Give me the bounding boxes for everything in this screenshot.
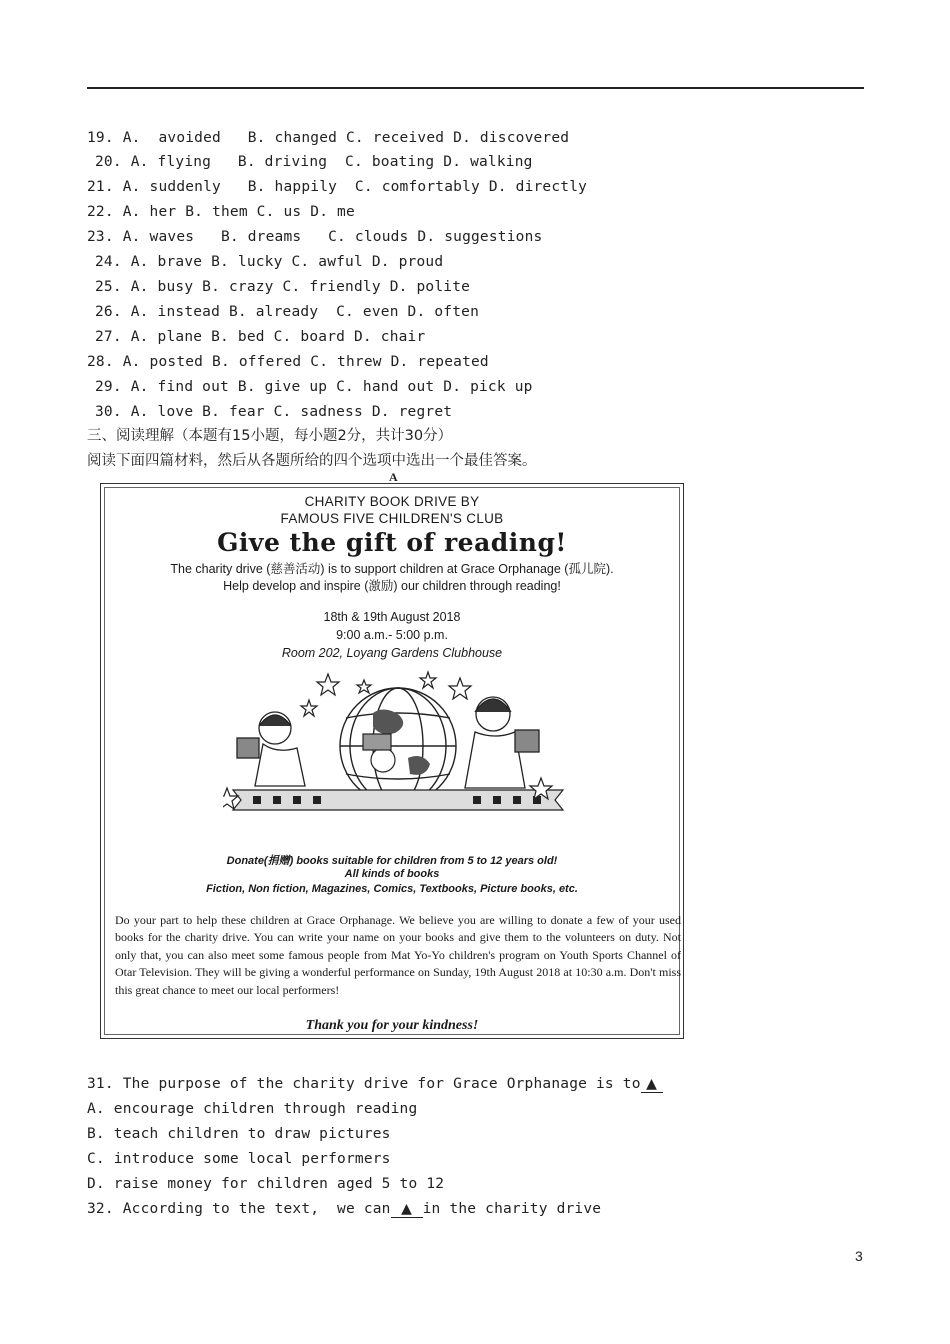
question-31: 31. The purpose of the charity drive for Grace Orphanage is to ▲: [87, 1074, 663, 1094]
poster-time: 9:00 a.m.- 5:00 p.m.: [336, 628, 448, 642]
cloze-21: 21. A. suddenly B. happily C. comfortably D. directly: [87, 179, 588, 195]
page-number: 3: [855, 1248, 863, 1264]
poster-head-line2: FAMOUS FIVE CHILDREN'S CLUB: [280, 511, 504, 526]
child-left-icon: [237, 712, 305, 786]
answer-blank: ▲: [641, 1076, 663, 1093]
star-icon: [420, 672, 436, 688]
charity-poster: [100, 483, 684, 1039]
poster-donate-line3: Fiction, Non fiction, Magazines, Comics, Textbooks, Picture books, etc.: [206, 883, 578, 895]
poster-donate-line2: All kinds of books: [344, 868, 440, 880]
question-32: 32. According to the text, we can ▲ in the charity drive: [87, 1201, 602, 1217]
top-rule: [87, 87, 864, 89]
cloze-22: 22. A. her B. them C. us D. me: [87, 204, 355, 220]
poster-date: 18th & 19th August 2018: [323, 610, 461, 624]
option-31-d: D. raise money for children aged 5 to 12: [87, 1176, 445, 1192]
poster-paragraph: Do your part to help these children at Grace Orphanage. We believe you are willing to donate a few of your used books for the charity drive. You can write your name on your books and give them to the volunteers on duty. Not only that, you can also meet some famous people from Mat Yo-Yo children's program on Youth Sports Channel of Otar Television. They will be giving a wonderful performance on Sunday, 19th August 2018 at 10:30 a.m. Don't miss this great chance to meet our local performers!: [115, 913, 681, 997]
section-heading: 三、阅读理解（本题有15小题，每小题2分，共计30分）: [87, 428, 453, 444]
poster-title: Give the gift of reading!: [217, 528, 567, 557]
poster-donate-line1: Donate(捐赠) books suitable for children from 5 to 12 years old!: [226, 855, 558, 867]
cloze-23: 23. A. waves B. dreams C. clouds D. suggestions: [87, 229, 543, 245]
poster-head-line1: CHARITY BOOK DRIVE BY: [304, 494, 480, 509]
poster-sub-line1: The charity drive (慈善活动) is to support children at Grace Orphanage (孤儿院).: [170, 562, 614, 576]
option-31-c: C. introduce some local performers: [87, 1151, 391, 1167]
cloze-27: 27. A. plane B. bed C. board D. chair: [95, 329, 426, 345]
cloze-26: 26. A. instead B. already C. even D. often: [95, 304, 479, 320]
child-middle-icon: [363, 734, 395, 772]
option-31-b: B. teach children to draw pictures: [87, 1126, 391, 1142]
cloze-28: 28. A. posted B. offered C. threw D. repeated: [87, 354, 489, 370]
passage-letter: A: [389, 470, 398, 484]
answer-blank: ▲: [391, 1201, 423, 1218]
star-icon: [357, 680, 371, 693]
poster-place: Room 202, Loyang Gardens Clubhouse: [281, 646, 503, 660]
globe-reading-children-illustration: [223, 668, 573, 813]
cloze-29: 29. A. find out B. give up C. hand out D. pick up: [95, 379, 533, 395]
cloze-25: 25. A. busy B. crazy C. friendly D. polite: [95, 279, 471, 295]
star-icon: [317, 674, 339, 695]
section-instruction: 阅读下面四篇材料，然后从各题所给的四个选项中选出一个最佳答案。: [87, 453, 537, 469]
star-icon: [301, 700, 317, 716]
cloze-24: 24. A. brave B. lucky C. awful D. proud: [95, 254, 444, 270]
option-31-a: A. encourage children through reading: [87, 1101, 418, 1117]
poster-thanks: Thank you for your kindness!: [305, 1018, 479, 1033]
cloze-20: 20. A. flying B. driving C. boating D. walking: [95, 154, 533, 170]
star-icon: [449, 678, 471, 699]
child-right-icon: [465, 697, 539, 788]
poster-sub-line2: Help develop and inspire (激励) our children through reading!: [223, 579, 561, 593]
cloze-30: 30. A. love B. fear C. sadness D. regret: [95, 404, 453, 420]
cloze-19: 19. A. avoided B. changed C. received D. discovered: [87, 130, 570, 146]
